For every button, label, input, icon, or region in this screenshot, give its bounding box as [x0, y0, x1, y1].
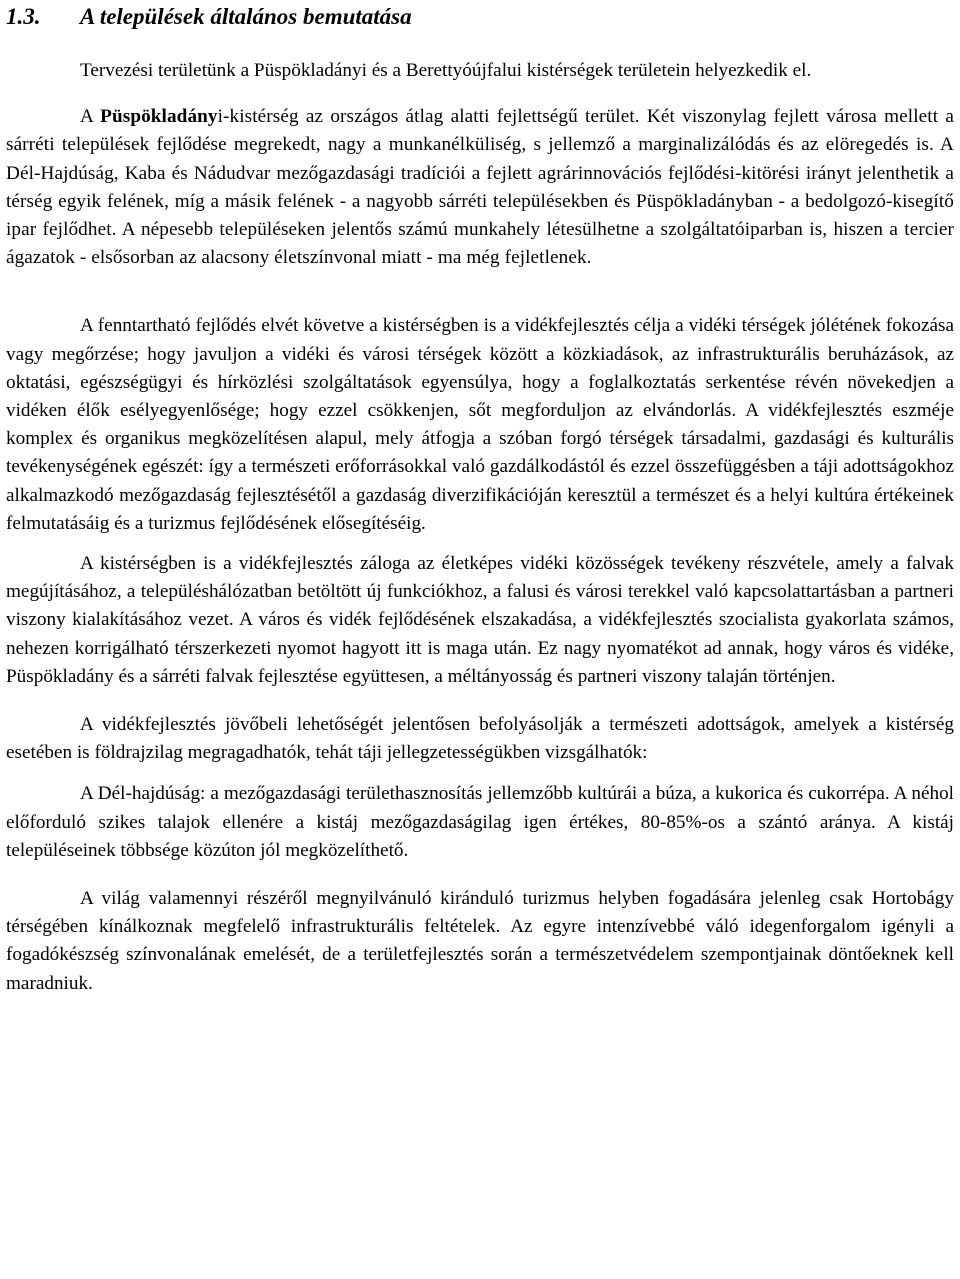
document-page: [6, 0, 954, 998]
section-number: 1.3.: [6, 4, 41, 29]
paragraph-4: A kistérségben is a vidékfejlesztés záloga az életképes vidéki közösségek tevékeny részvétele, amely a falvak megújításához, a településhálózatban betöltött új funkciókhoz, a falusi és városi terekkel való kapcsolattartásban a partneri viszony kialakításához vezet. A város és vidék fejlődésének elszakadása, a vidékfejlesztés szocialista gyakorlata számos, nehezen korrigálható térszerkezeti nyomot hagyott itt is maga után. Ez nagy nyomatékot ad annak, hogy város és vidéke, Püspökladány és a sárréti falvak fejlesztése együttesen, a méltányosság és partneri viszony talaján történjen.: [6, 553, 954, 687]
paragraph-3: A fenntartható fejlődés elvét követve a kistérségben is a vidékfejlesztés célja a vidéki térségek jólétének fokozása vagy megőrzése; hogy javuljon a vidéki és városi térségek között a közkiadások, az infrastrukturális beruházások, az oktatási, egészségügyi és hírközlési szolgáltatások egyensúlya, hogy a foglalkoztatás serkentése révén növekedjen a vidéken élők esélyegyenlősége; hogy ezzel csökkenjen, sőt megforduljon az elvándorlás. A vidékfejlesztés eszméje komplex és organikus megközelítésen alapul, mely átfogja a szóban forgó térségek társadalmi, gazdasági és kulturális tevékenységének egészét: így a természeti erőforrásokkal való gazdálkodástól és ezzel összefüggésben a táji adottságokhoz alkalmazkodó mezőgazdaság fejlesztésétől a gazdaság diverzifikációján keresztül a természet és a helyi kultúra értékeinek felmutatásáig és a turizmus fejlődésének elősegítéséig.: [6, 315, 954, 534]
paragraph-5: A vidékfejlesztés jövőbeli lehetőségét jelentősen befolyásolják a természeti adottságok, amelyek a kistérség esetében is földrajzilag megragadhatók, tehát táji jellegzetességükben vizsgálhatók:: [6, 714, 954, 764]
paragraph-1: Tervezési területünk a Püspökladányi és a Berettyóújfalui kistérségek területein helyezkedik el.: [80, 60, 812, 81]
section-title: A települések általános bemutatása: [80, 4, 412, 29]
paragraph-2-bold-term: Püspökladány: [100, 106, 218, 128]
section-heading: [6, 0, 954, 32]
paragraph-2-rest: i-kistérség az országos átlag alatti fejlettségű terület. Két viszonylag fejlett városa mellett a sárréti települések fejlődése megrekedt, nagy a munkanélküliség, s jellemző a marginalizálódás és az elöregedés is. A Dél-Hajdúság, Kaba és Nádudvar mezőgazdasági tradíciói a fejlett agrárinnovációs fejlődési-kitörési irányt jelenthetik a térség egyik felének, míg a másik felének - a nagyobb sárréti településekben és Püspökladányban - a bedolgozó-kisegítő ipar fejlődhet. A népesebb településeken jelentős számú munkahely létesülhetne a szolgáltatóiparban is, hiszen a tercier ágazatok - elsősorban az alacsony életszínvonal miatt - ma még fejletlenek.: [6, 106, 954, 269]
paragraph-2: [6, 103, 954, 272]
paragraph-2-prefix: A: [80, 106, 101, 128]
paragraph-6: A Dél-hajdúság: a mezőgazdasági területhasznosítás jellemzőbb kultúrái a búza, a kukorica és cukorrépa. A néhol előforduló szikes talajok ellenére a kistáj mezőgazdaságilag igen értékes, 80-85%-os a szántó aránya. A kistáj településeinek többsége közúton jól megközelíthető.: [6, 783, 954, 861]
paragraph-7: A világ valamennyi részéről megnyilvánuló kiránduló turizmus helyben fogadására jelenleg csak Hortobágy térségében kínálkoznak megfelelő infrastrukturális feltételek. Az egyre intenzívebbé váló idegenforgalom igényli a fogadókészség színvonalának emelését, de a területfejlesztés során a természetvédelem szempontjainak döntőeknek kell maradniuk.: [6, 888, 954, 994]
